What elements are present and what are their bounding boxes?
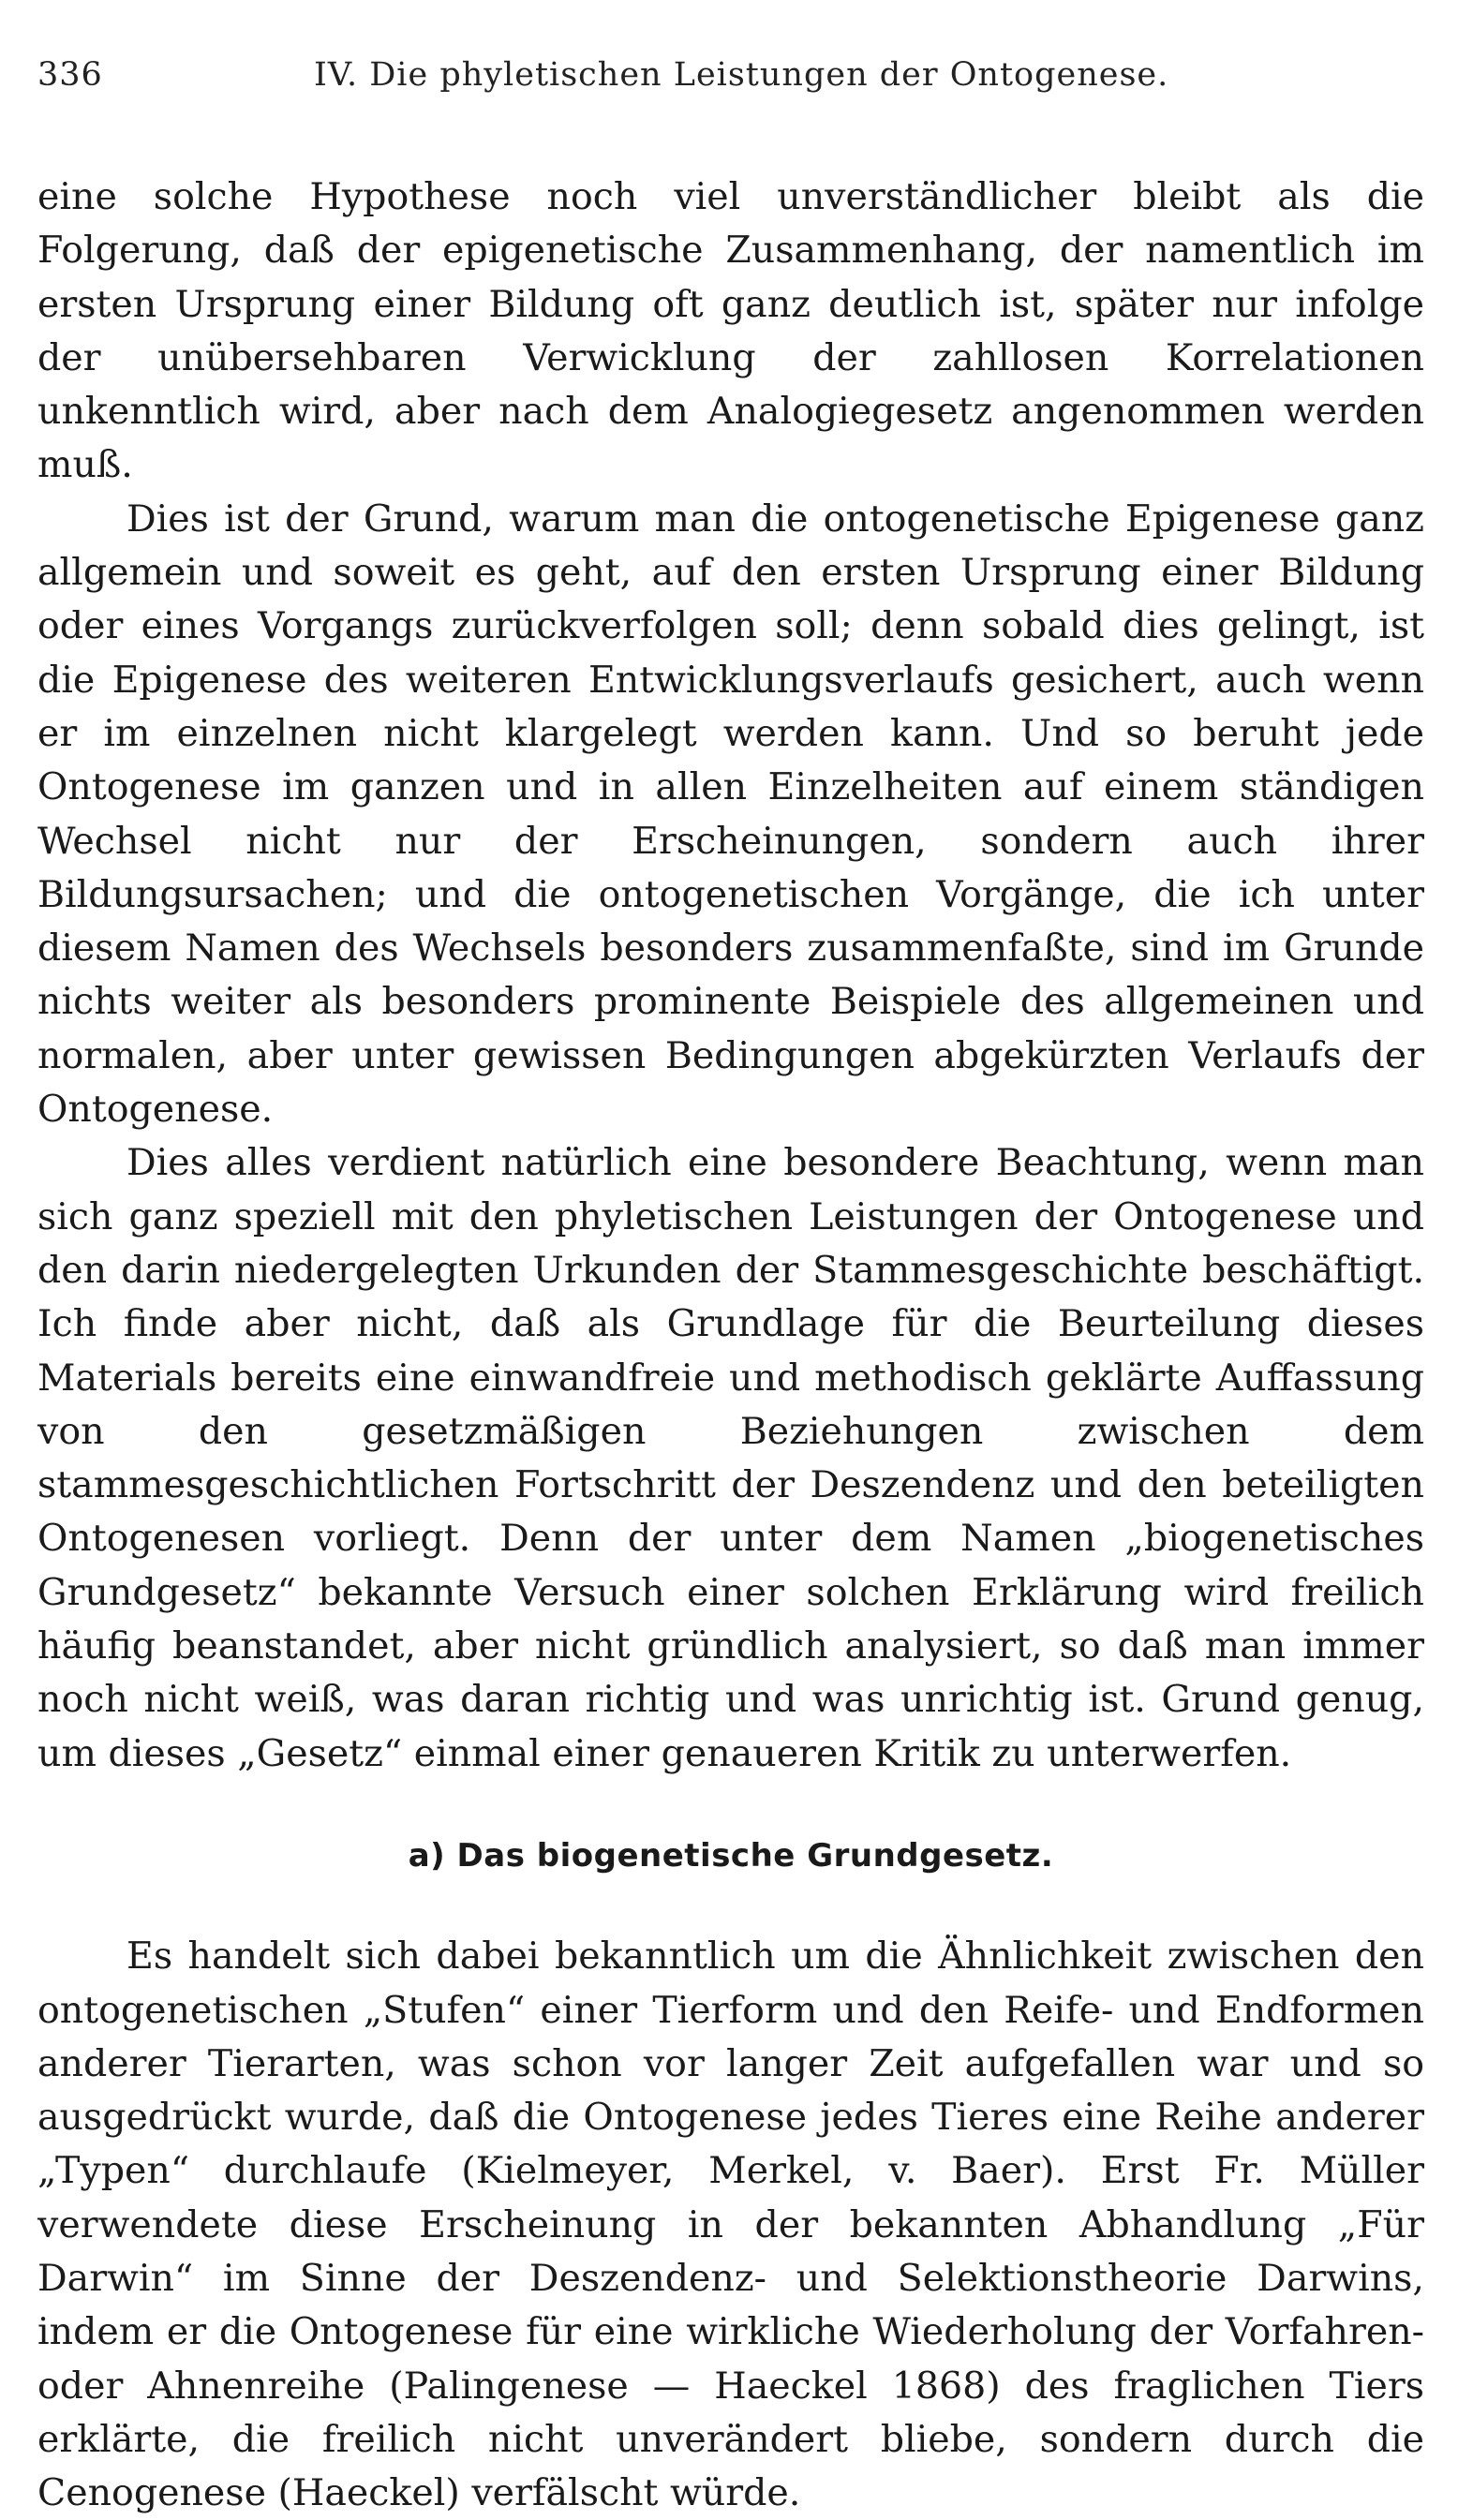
running-title: IV. Die phyletischen Leistungen der Ontogenese. xyxy=(314,56,1169,94)
section-heading: a) Das biogenetische Grundgesetz. xyxy=(408,1836,1054,1875)
paragraph-continued: eine solche Hypothese noch viel unverständlicher bleibt als die Folgerung, daß der epigenetische Zusammenhang, der namentlich im ersten Ursprung einer Bildung oft ganz deutlich ist, später nur infolge der unübersehbaren Verwicklung der zahllosen Korrelationen unkenntlich wird, aber nach dem Analogiegesetz angenommen werden muß. xyxy=(37,175,1424,487)
page-number: 336 xyxy=(37,56,103,94)
body-text xyxy=(37,170,1424,2520)
book-page xyxy=(37,56,1424,2520)
paragraph: Dies alles verdient natürlich eine besondere Beachtung, wenn man sich ganz speziell mit den phyletischen Leistungen der Ontogenese und den darin niedergelegten Urkunden der Stammesgeschichte beschäftigt. Ich finde aber nicht, daß als Grundlage für die Beurteilung dieses Materials bereits eine einwandfreie und methodisch geklärte Auffassung von den gesetzmäßigen Beziehungen zwischen dem stammesgeschichtlichen Fortschritt der Deszendenz und den beteiligten Ontogenesen vorliegt. Denn der unter dem Namen „biogenetisches Grundgesetz“ bekannte Versuch einer solchen Erklärung wird freilich häufig beanstandet, aber nicht gründlich analysiert, so daß man immer noch nicht weiß, was daran richtig und was unrichtig ist. Grund genug, um dieses „Gesetz“ einmal einer genaueren Kritik zu unterwerfen. xyxy=(37,1141,1424,1775)
paragraph: Es handelt sich dabei bekanntlich um die Ähnlichkeit zwischen den ontogenetischen „Stufen“ einer Tierform und den Reife- und Endformen anderer Tierarten, was schon vor langer Zeit aufgefallen war und so ausgedrückt wurde, daß die Ontogenese jedes Tieres eine Reihe anderer „Typen“ durchlaufe (Kielmeyer, Merkel, v. Baer). Erst Fr. Müller verwendete diese Erscheinung in der bekannten Abhandlung „Für Darwin“ im Sinne der Deszendenz- und Selektionstheorie Darwins, indem er die Ontogenese für eine wirkliche Wiederholung der Vorfahren- oder Ahnenreihe (Palingenese — Haeckel 1868) des fraglichen Tiers erklärte, die freilich nicht unverändert bliebe, sondern durch die Cenogenese (Haeckel) verfälscht würde. xyxy=(37,1934,1424,2515)
running-head xyxy=(37,56,1424,103)
paragraph: Dies ist der Grund, warum man die ontogenetische Epigenese ganz allgemein und soweit es geht, auf den ersten Ursprung einer Bildung oder eines Vorgangs zurückverfolgen soll; denn sobald dies gelingt, ist die Epigenese des weiteren Entwicklungsverlaufs gesichert, auch wenn er im einzelnen nicht klargelegt werden kann. Und so beruht jede Ontogenese im ganzen und in allen Einzelheiten auf einem ständigen Wechsel nicht nur der Erscheinungen, sondern auch ihrer Bildungsursachen; und die ontogenetischen Vorgänge, die ich unter diesem Namen des Wechsels besonders zusammenfaßte, sind im Grunde nichts weiter als besonders prominente Beispiele des allgemeinen und normalen, aber unter gewissen Bedingungen abgekürzten Verlaufs der Ontogenese. xyxy=(37,497,1424,1132)
